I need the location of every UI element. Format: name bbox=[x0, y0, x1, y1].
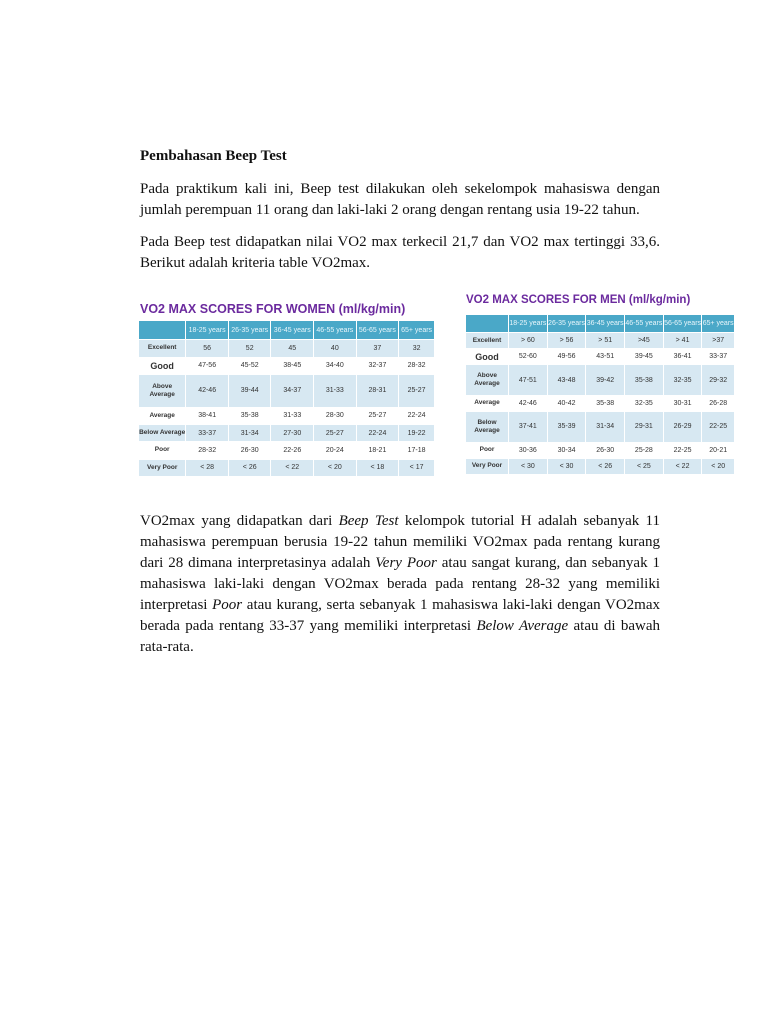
header-corner bbox=[466, 315, 509, 333]
table-cell: 19-22 bbox=[399, 424, 435, 441]
table-cell: 26-30 bbox=[586, 442, 625, 458]
table-cell: 28-32 bbox=[399, 357, 435, 374]
table-cell: < 25 bbox=[625, 458, 664, 474]
text-italic: Very Poor bbox=[375, 555, 437, 571]
row-label: Average bbox=[139, 407, 186, 424]
text: kelompok tutorial H adalah sebanyak 11 mahasiswa perempuan berusia 19-22 tahun memiliki VO2max pada rentang kurang dari 28 dimana interpretasinya adalah bbox=[140, 513, 661, 571]
table-row bbox=[466, 395, 735, 411]
table-cell: < 20 bbox=[702, 458, 735, 474]
text-italic: Poor bbox=[212, 597, 243, 613]
row-label: Excellent bbox=[139, 340, 186, 357]
men-vo2-table bbox=[465, 314, 735, 475]
row-label: Very Poor bbox=[139, 459, 186, 476]
table-cell: 45 bbox=[271, 340, 314, 357]
table-cell: 28-31 bbox=[356, 374, 399, 407]
table-cell: 43-51 bbox=[586, 349, 625, 365]
table-cell: 31-34 bbox=[228, 424, 271, 441]
table-cell: < 30 bbox=[547, 458, 586, 474]
table-row bbox=[139, 459, 435, 476]
table-cell: 25-27 bbox=[399, 374, 435, 407]
column-header: 18-25 years bbox=[186, 321, 229, 340]
table-cell: 26-28 bbox=[702, 395, 735, 411]
table-cell: 32-35 bbox=[625, 395, 664, 411]
table-cell: 56 bbox=[186, 340, 229, 357]
table-cell: < 18 bbox=[356, 459, 399, 476]
table-cell: 43-48 bbox=[547, 365, 586, 396]
text-italic: Beep Test bbox=[338, 513, 399, 529]
table-cell: 30-34 bbox=[547, 442, 586, 458]
table-cell: 26-30 bbox=[228, 442, 271, 459]
table-cell: 22-25 bbox=[702, 412, 735, 443]
text: VO2max yang didapatkan dari bbox=[140, 513, 339, 529]
table-cell: 33-37 bbox=[702, 349, 735, 365]
table-row bbox=[139, 357, 435, 374]
table-cell: < 22 bbox=[663, 458, 702, 474]
table-cell: 26-29 bbox=[663, 412, 702, 443]
table-cell: 35-38 bbox=[625, 365, 664, 396]
table-cell: 27-30 bbox=[271, 424, 314, 441]
table-cell: 32-35 bbox=[663, 365, 702, 396]
table-row bbox=[139, 424, 435, 441]
table-cell: 18-21 bbox=[356, 442, 399, 459]
table-row bbox=[139, 442, 435, 459]
row-label: Poor bbox=[139, 442, 186, 459]
column-header: 26-35 years bbox=[228, 321, 271, 340]
table-cell: 39-45 bbox=[625, 349, 664, 365]
table-cell: 25-27 bbox=[356, 407, 399, 424]
table-cell: 28-30 bbox=[314, 407, 357, 424]
table-cell: < 26 bbox=[228, 459, 271, 476]
row-label: Above Average bbox=[139, 374, 186, 407]
column-header: 46-55 years bbox=[625, 315, 664, 333]
table-cell: 42-46 bbox=[186, 374, 229, 407]
row-label: Excellent bbox=[466, 332, 509, 348]
table-cell: 29-32 bbox=[702, 365, 735, 396]
table-cell: 47-51 bbox=[509, 365, 548, 396]
table-row bbox=[466, 365, 735, 396]
table-cell: 49-56 bbox=[547, 349, 586, 365]
row-label: Below Average bbox=[466, 412, 509, 443]
row-label: Poor bbox=[466, 442, 509, 458]
column-header: 65+ years bbox=[399, 321, 435, 340]
paragraph-vo2-range: Pada Beep test didapatkan nilai VO2 max terkecil 21,7 dan VO2 max tertinggi 33,6. Berikut adalah kriteria table VO2max. bbox=[140, 234, 660, 271]
table-cell: < 28 bbox=[186, 459, 229, 476]
table-cell: 29-31 bbox=[625, 412, 664, 443]
text: atau sangat kurang, dan sebanyak 1 mahasiswa laki-laki dengan VO2max berada pada rentang 28-32 yang memiliki interpretasi bbox=[140, 555, 660, 613]
table-cell: 38-45 bbox=[271, 357, 314, 374]
table-cell: 22-24 bbox=[356, 424, 399, 441]
table-row bbox=[466, 412, 735, 443]
column-header: 18-25 years bbox=[509, 315, 548, 333]
table-cell: 35-38 bbox=[228, 407, 271, 424]
table-cell: 22-24 bbox=[399, 407, 435, 424]
table-cell: 33-37 bbox=[186, 424, 229, 441]
row-label: Good bbox=[466, 349, 509, 365]
table-cell: 52 bbox=[228, 340, 271, 357]
table-cell: 31-34 bbox=[586, 412, 625, 443]
table-cell: 32-37 bbox=[356, 357, 399, 374]
table-row bbox=[466, 442, 735, 458]
row-label: Below Average bbox=[139, 424, 186, 441]
table-cell: > 60 bbox=[509, 332, 548, 348]
table-cell: 39-44 bbox=[228, 374, 271, 407]
table-row bbox=[466, 458, 735, 474]
column-header: 56-65 years bbox=[663, 315, 702, 333]
women-table-title: VO2 MAX SCORES FOR WOMEN (ml/kg/min) bbox=[140, 302, 406, 316]
paragraph-interpretation bbox=[140, 511, 660, 658]
header-row bbox=[466, 315, 735, 333]
table-cell: < 20 bbox=[314, 459, 357, 476]
table-cell: 40 bbox=[314, 340, 357, 357]
text: atau kurang, serta sebanyak 1 mahasiswa laki-laki dengan VO2max berada pada rentang 33-37 yang memiliki interpretasi bbox=[140, 597, 660, 634]
table-row bbox=[139, 374, 435, 407]
paragraph-intro: Pada praktikum kali ini, Beep test dilakukan oleh sekelompok mahasiswa dengan jumlah perempuan 11 orang dan laki-laki 2 orang dengan rentang usia 19-22 tahun. bbox=[140, 181, 660, 218]
table-cell: < 26 bbox=[586, 458, 625, 474]
table-cell: 47-56 bbox=[186, 357, 229, 374]
row-label: Good bbox=[139, 357, 186, 374]
table-cell: < 30 bbox=[509, 458, 548, 474]
table-cell: 52-60 bbox=[509, 349, 548, 365]
table-cell: 40-42 bbox=[547, 395, 586, 411]
text: atau di bawah rata-rata. bbox=[140, 618, 660, 655]
table-cell: 38-41 bbox=[186, 407, 229, 424]
table-cell: 34-40 bbox=[314, 357, 357, 374]
header-corner bbox=[139, 321, 186, 340]
table-cell: 25-28 bbox=[625, 442, 664, 458]
row-label: Above Average bbox=[466, 365, 509, 396]
table-cell: 30-31 bbox=[663, 395, 702, 411]
table-cell: 34-37 bbox=[271, 374, 314, 407]
table-cell: 36-41 bbox=[663, 349, 702, 365]
table-row bbox=[139, 340, 435, 357]
table-cell: 42-46 bbox=[509, 395, 548, 411]
table-cell: >37 bbox=[702, 332, 735, 348]
column-header: 26-35 years bbox=[547, 315, 586, 333]
table-cell: 35-39 bbox=[547, 412, 586, 443]
table-cell: 30-36 bbox=[509, 442, 548, 458]
column-header: 46-55 years bbox=[314, 321, 357, 340]
women-vo2-table bbox=[138, 320, 435, 477]
table-row bbox=[466, 332, 735, 348]
table-cell: > 51 bbox=[586, 332, 625, 348]
column-header: 36-45 years bbox=[271, 321, 314, 340]
table-cell: >45 bbox=[625, 332, 664, 348]
table-cell: 35-38 bbox=[586, 395, 625, 411]
table-cell: 28-32 bbox=[186, 442, 229, 459]
table-cell: 22-25 bbox=[663, 442, 702, 458]
men-table-title: VO2 MAX SCORES FOR MEN (ml/kg/min) bbox=[466, 294, 691, 306]
table-cell: 22-26 bbox=[271, 442, 314, 459]
table-cell: 45-52 bbox=[228, 357, 271, 374]
table-cell: 39-42 bbox=[586, 365, 625, 396]
table-cell: < 22 bbox=[271, 459, 314, 476]
table-cell: 37 bbox=[356, 340, 399, 357]
table-cell: 32 bbox=[399, 340, 435, 357]
column-header: 56-65 years bbox=[356, 321, 399, 340]
table-cell: 20-24 bbox=[314, 442, 357, 459]
row-label: Average bbox=[466, 395, 509, 411]
text-italic: Below Average bbox=[476, 618, 569, 634]
table-row bbox=[466, 349, 735, 365]
table-cell: 37-41 bbox=[509, 412, 548, 443]
table-cell: < 17 bbox=[399, 459, 435, 476]
table-cell: > 56 bbox=[547, 332, 586, 348]
table-cell: 31-33 bbox=[314, 374, 357, 407]
table-cell: 17-18 bbox=[399, 442, 435, 459]
table-row bbox=[139, 407, 435, 424]
section-heading: Pembahasan Beep Test bbox=[140, 148, 287, 164]
table-cell: > 41 bbox=[663, 332, 702, 348]
column-header: 65+ years bbox=[702, 315, 735, 333]
row-label: Very Poor bbox=[466, 458, 509, 474]
table-cell: 20-21 bbox=[702, 442, 735, 458]
header-row bbox=[139, 321, 435, 340]
table-cell: 25-27 bbox=[314, 424, 357, 441]
column-header: 36-45 years bbox=[586, 315, 625, 333]
table-cell: 31-33 bbox=[271, 407, 314, 424]
